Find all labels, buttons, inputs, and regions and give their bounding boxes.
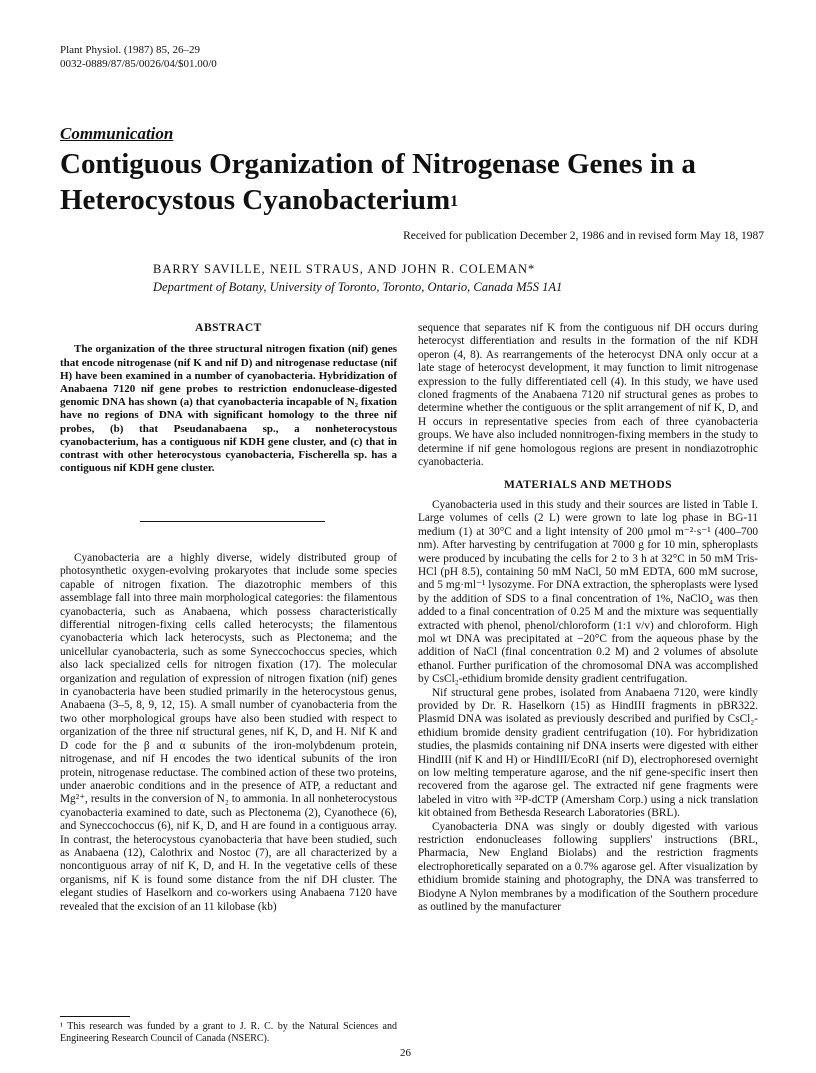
- footnote: ¹ This research was funded by a grant to J. R. C. by the Natural Sciences and Engineering Research Council of Canada (NSERC).: [60, 1021, 397, 1044]
- intro-paragraph-continued: sequence that separates nif K from the contiguous nif DH occurs during heterocyst differentiation and results in the formation of the nif KDH operon (4, 8). As rearrangements of the heterocyst DNA only occur at a late stage of heterocyst development, it may function to limit nitrogenase expression to the fully differentiated cell (4). In this study, we have used cloned fragments of the Anabaena 7120 nif structural genes as probes to determine whether the contiguous or the split arrangement of nif K, D, and H occurs in representative species from each of three cyanobacteria groups. We have also included nonnitrogen-fixing members in the study to determine if nif gene homologous regions are present in nondiazotrophic cyanobacteria.: [418, 322, 758, 469]
- abstract-text: [60, 343, 397, 475]
- right-column: [418, 322, 758, 914]
- abstract-divider: [140, 521, 325, 522]
- affiliation: Department of Botany, University of Toronto, Toronto, Ontario, Canada M5S 1A1: [153, 280, 563, 294]
- journal-line-2: 0032-0889/87/85/0026/04/$01.00/0: [60, 57, 217, 70]
- paper-title: [60, 146, 760, 218]
- intro-paragraph-1: Cyanobacteria are a highly diverse, widely distributed group of photosynthetic oxygen-evolving prokaryotes that include some species capable of nitrogen fixation. The diazotrophic members of this assemblage fall into three main morphological categories: the filamentous cyanobacteria, such as Anabaena, which possess characteristically differential nitrogen-fixing cells called heterocysts; the filamentous cyanobacteria which lack heterocysts, such as Plectonema; and the unicellular cyanobacteria, such as some Syneccochoccus species, which also lack specialized cells for nitrogen fixation (17). The molecular organization and regulation of expression of nitrogen fixation (nif) genes in cyanobacteria have been studied primarily in the heterocystous genus, Anabaena (3–5, 8, 9, 12, 15). A small number of cyanobacteria from the two other morphological groups have also been studied with respect to organization of the three nif structural genes, nif K, D, and H. Nif K and D code for the β and α subunits of the iron-molybdenum protein, nitrogenase, and nif H encodes the two identical subunits of the iron protein, nitrogenase reductase. The combined action of these two proteins, under anaerobic conditions and in the presence of ATP, a reductant and Mg²⁺, results in the conversion of N₂ to ammonia. In all nonheterocystous cyanobacteria examined to date, such as Plectonema (2), Cyanothece (6), and Syneccochoccus (6), nif K, D, and H are found in a contiguous array. In contrast, the heterocystous cyanobacteria that have been studied, such as Anabaena (12), Calothrix and Nostoc (7), are all characterized by a noncontiguous array of nif K, D, and H. In the vegetative cells of these organisms, nif K is found some distance from the nif DH cluster. The elegant studies of Haselkorn and co-workers using Anabaena 7120 have revealed that the excision of an 11 kilobase (kb): [60, 552, 397, 913]
- methods-paragraph-1: Cyanobacteria used in this study and their sources are listed in Table I. Large volumes of cells (2 L) were grown to late log phase in BG-11 medium (1) at 30°C and a light intensity of 200 μmol m⁻²·s⁻¹ (400–700 nm). After harvesting by centrifugation at 7000 g for 10 min, spheroplasts were produced by incubating the cells for 2 to 3 h at 32°C in 50 mM Tris-HCl (pH 8.5), containing 50 mM NaCl, 50 mM EDTA, 600 mM sucrose, and 5 mg·ml⁻¹ lysozyme. For DNA extraction, the spheroplasts were lysed by the addition of SDS to a final concentration of 1%, NaClO₄ was then added to a final concentration of 0.25 M and the mixture was sequentially extracted with phenol, phenol/chloroform (1:1 v/v) and chloroform. High mol wt DNA was precipitated at −20°C from the aqueous phase by the addition of NaCl (final concentration 0.2 M) and 2 volumes of absolute ethanol. Further purification of the chromosomal DNA was accomplished by CsCl₂-ethidium bromide density gradient centrifugation.: [418, 498, 758, 686]
- methods-paragraph-2: Nif structural gene probes, isolated from Anabaena 7120, were kindly provided by Dr. R. Haselkorn (15) as HindIII fragments in pBR322. Plasmid DNA was isolated as previously described and purified by CsCl₂-ethidium bromide density gradient centrifugation (10). For hybridization studies, the plasmids containing nif DNA inserts were digested with either HindIII (nif K and H) or HindIII/EcoRI (nif D), electrophoresed overnight on low melting temperature agarose, and the nif gene-specific insert then recovered from the agarose gel. The extracted nif gene fragments were labeled in vitro with ³²P-dCTP (Amersham Corp.) using a nick translation kit obtained from Bethesda Research Laboratories (BRL).: [418, 686, 758, 820]
- abstract-heading: ABSTRACT: [195, 322, 262, 334]
- methods-heading: MATERIALS AND METHODS: [503, 479, 673, 492]
- title-footnote-mark: 1: [450, 193, 459, 210]
- authors: BARRY SAVILLE, NEIL STRAUS, AND JOHN R. COLEMAN*: [153, 262, 536, 276]
- journal-line-1: Plant Physiol. (1987) 85, 26–29: [60, 44, 200, 56]
- footnote-divider: [60, 1016, 130, 1017]
- section-label: Communication: [60, 124, 174, 143]
- page-number: 26: [400, 1047, 411, 1059]
- paper-title-text: Contiguous Organization of Nitrogenase Genes in a Heterocystous Cyanobacterium: [60, 148, 696, 216]
- journal-citation: [60, 44, 217, 71]
- methods-paragraph-3: Cyanobacteria DNA was singly or doubly digested with various restriction endonucleases following suppliers' instructions (BRL, Pharmacia, New England Biolabs) and the restriction fragments electrophoretically separated on a 0.7% agarose gel. After visualization by ethidium bromide staining and photography, the DNA was transferred to Biodyne A Nylon membranes by a modification of the Southern procedure as outlined by the manufacturer: [418, 820, 758, 914]
- abstract-block: [60, 322, 397, 475]
- abstract-paragraph: The organization of the three structural nitrogen fixation (nif) genes that encode nitrogenase (nif K and nif D) and nitrogenase reductase (nif H) have been examined in a number of cyanobacteria. Hybridization of Anabaena 7120 nif gene probes to restriction endonuclease-digested genomic DNA has shown (a) that cyanobacteria incapable of N₂ fixation have no regions of DNA with significant homology to the three nif probes, (b) that Pseudanabaena sp., a nonheterocystous cyanobacterium, has a contiguous nif KDH gene cluster, and (c) that in contrast with other heterocystous cyanobacteria, Fischerella sp. has a contiguous nif KDH gene cluster.: [60, 343, 397, 475]
- introduction-column: [60, 552, 397, 914]
- received-date: Received for publication December 2, 1986 and in revised form May 18, 1987: [403, 230, 764, 242]
